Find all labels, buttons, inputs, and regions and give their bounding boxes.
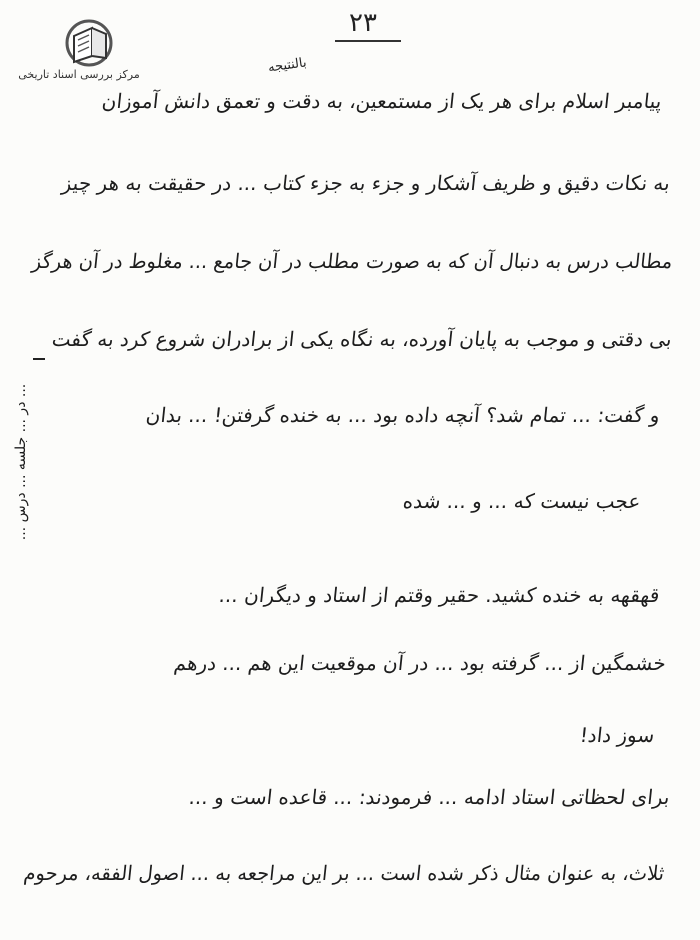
margin-note [6,372,38,562]
handwritten-line: سوز داد! [578,723,656,747]
page-number-underline [335,40,401,42]
handwritten-line: قهقهه به خنده کشید. حقیر وقتم از استاد و دیگران ... [218,583,662,607]
archive-book-icon [62,18,114,68]
handwritten-line: ثلاث، به عنوان مثال ذکر شده است ... بر این مراجعه به ... اصول الفقه، مرحوم [22,861,666,885]
margin-mark [33,358,45,360]
handwritten-line: به نکات دقیق و ظریف آشکار و جزء به جزء کتاب ... در حقیقت به هر چیز [60,171,672,195]
page-number: ۲۳ [349,8,377,38]
handwritten-line: خشمگین از ... گرفته بود ... در آن موقعیت این هم ... درهم [172,651,668,675]
handwritten-line: بی دقتی و موجب به پایان آورده، به نگاه یکی از برادران شروع کرد به گفت [50,327,674,351]
handwritten-line: برای لحظاتی استاد ادامه ... فرمودند: ... قاعده است و ... [188,785,672,809]
handwritten-line: و گفت: ... تمام شد؟ آنچه داده بود ... به خنده گرفتن! ... بدان [144,403,662,427]
archive-watermark [14,18,144,88]
handwritten-line: پیامبر اسلام برای هر یک از مستمعین، به دقت و تعمق دانش آموزان [101,89,664,113]
interlinear-insertion: بالنتیجه [267,55,308,76]
handwritten-line: مطالب درس به دنبال آن که به صورت مطلب در آن جامع ... مغلوط در آن هرگز [30,249,674,273]
margin-note-text: ... در ... جلسه ... درس ... [13,383,29,541]
watermark-text: مرکز بررسی اسناد تاریخی [18,68,140,81]
handwritten-line: عجب نیست که ... و ... شده [401,489,642,513]
